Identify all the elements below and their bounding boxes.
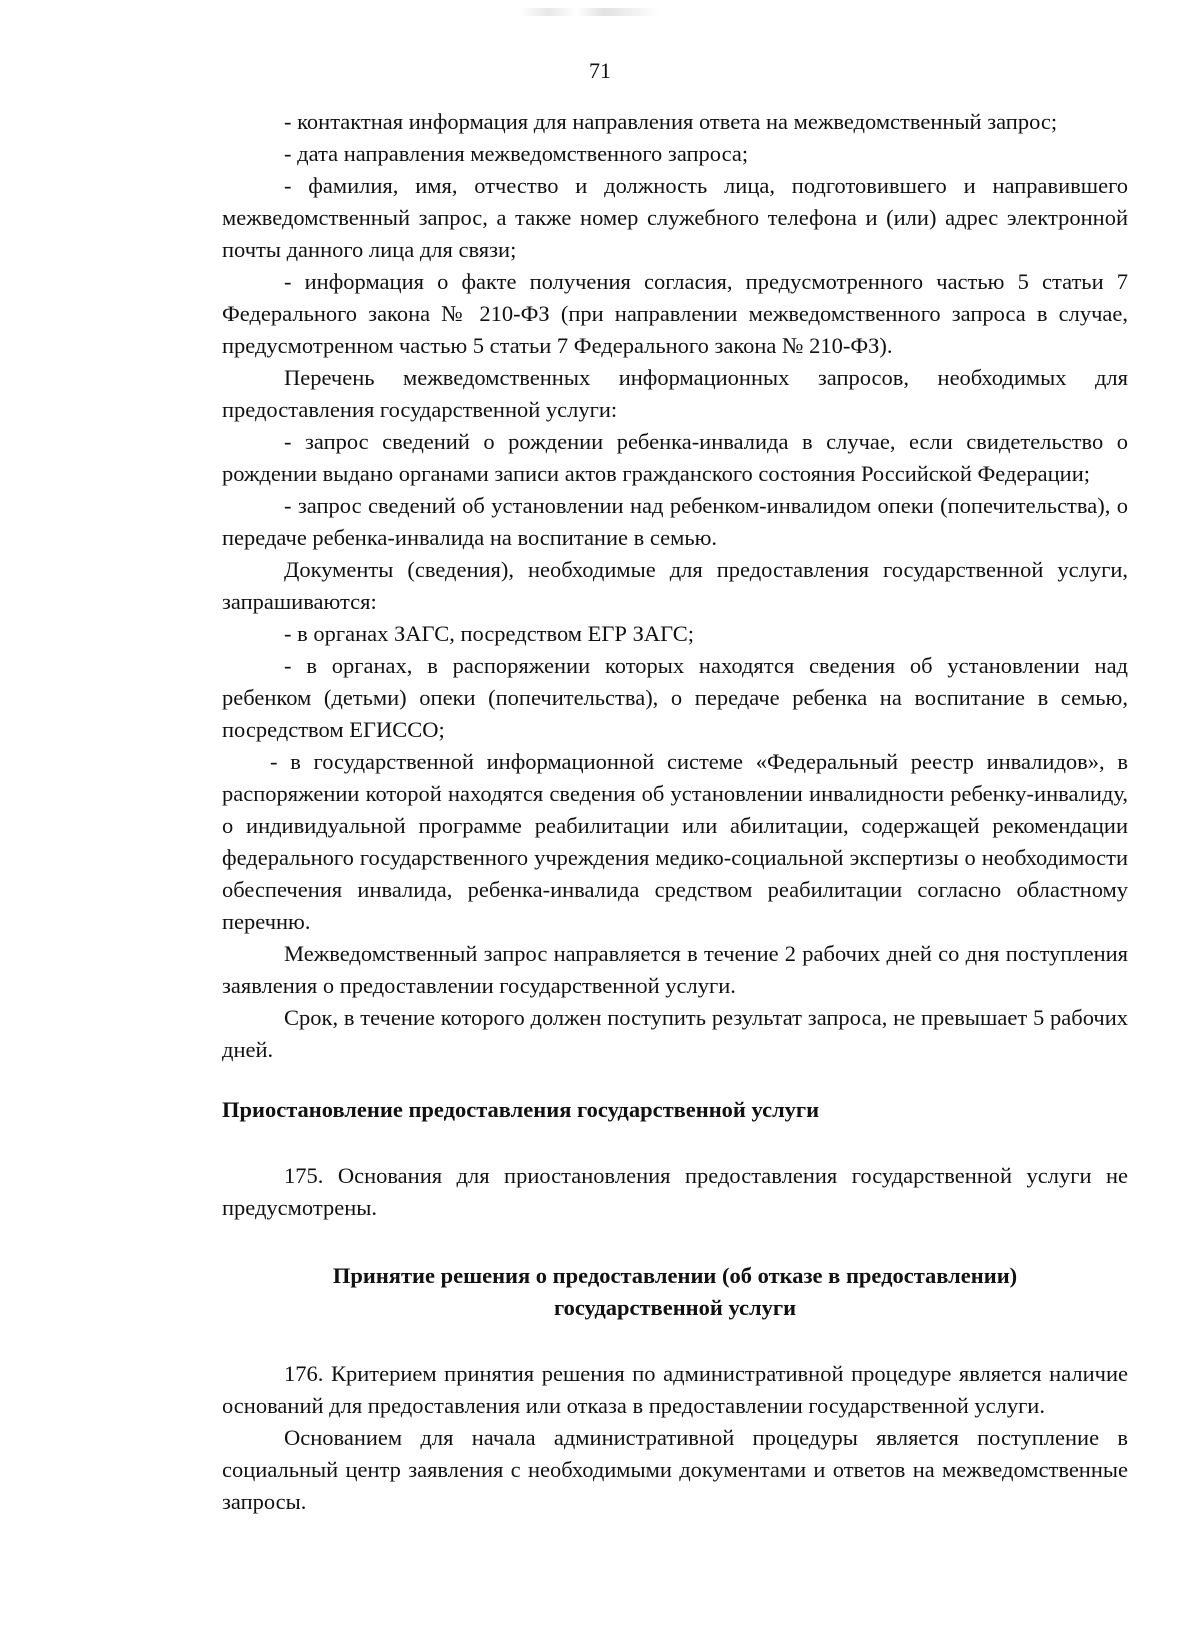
page-number: 71	[589, 58, 611, 83]
paragraph: Документы (сведения), необходимые для предоставления государственной услуги, запрашиваются:	[222, 557, 1128, 614]
paragraph: - в органах ЗАГС, посредством ЕГР ЗАГС;	[284, 621, 695, 646]
paragraph: Основанием для начала административной процедуры является поступление в социальный центр заявления с необходимыми документами и ответов на межведомственные запросы.	[222, 1425, 1128, 1514]
section-heading	[222, 1260, 1128, 1324]
paragraph: - в органах, в распоряжении которых находятся сведения об установлении над ребенком (детьми) опеки (попечительства), о передаче ребенка на воспитание в семью, посредством ЕГИССО;	[222, 653, 1128, 742]
paragraph: - информация о факте получения согласия, предусмотренного частью 5 статьи 7 Федерального закона № 210-ФЗ (при направлении межведомственного запроса в случае, предусмотренном частью 5 статьи 7 Федерального закона № 210-ФЗ).	[222, 269, 1128, 358]
paragraph: - дата направления межведомственного запроса;	[284, 141, 749, 166]
paragraph: Срок, в течение которого должен поступить результат запроса, не превышает 5 рабочих дней.	[222, 1005, 1128, 1062]
section-heading-line: государственной услуги	[553, 1295, 797, 1320]
section-heading: Приостановление предоставления государственной услуги	[222, 1097, 820, 1122]
paragraph: - запрос сведений об установлении над ребенком-инвалидом опеки (попечительства), о передаче ребенка-инвалида на воспитание в семью.	[222, 493, 1128, 550]
document-body	[222, 106, 1128, 1518]
paragraph: 176. Критерием принятия решения по административной процедуре является наличие оснований для предоставления или отказа в предоставлении государственной услуги.	[222, 1361, 1128, 1418]
paragraph: - запрос сведений о рождении ребенка-инвалида в случае, если свидетельство о рождении выдано органами записи актов гражданского состояния Российской Федерации;	[222, 429, 1128, 486]
paragraph: - фамилия, имя, отчество и должность лица, подготовившего и направившего межведомственный запрос, а также номер служебного телефона и (или) адрес электронной почты данного лица для связи;	[222, 173, 1128, 262]
paragraph: Межведомственный запрос направляется в течение 2 рабочих дней со дня поступления заявления о предоставлении государственной услуги.	[222, 941, 1128, 998]
paragraph: - контактная информация для направления ответа на межведомственный запрос;	[284, 109, 1058, 134]
paragraph: Перечень межведомственных информационных запросов, необходимых для предоставления государственной услуги:	[222, 365, 1128, 422]
section-heading-line: Принятие решения о предоставлении (об отказе в предоставлении)	[332, 1263, 1018, 1288]
paragraph: - в государственной информационной системе «Федеральный реестр инвалидов», в распоряжении которой находятся сведения об установлении инвалидности ребенку-инвалиду, о индивидуальной программе реабилитации или абилитации, содержащей рекомендации федерального государственного учреждения медико-социальной экспертизы о необходимости обеспечения инвалида, ребенка-инвалида средством реабилитации согласно областному перечню.	[222, 749, 1128, 934]
scan-artifact	[520, 8, 660, 16]
paragraph: 175. Основания для приостановления предоставления государственной услуги не предусмотрены.	[222, 1163, 1128, 1220]
